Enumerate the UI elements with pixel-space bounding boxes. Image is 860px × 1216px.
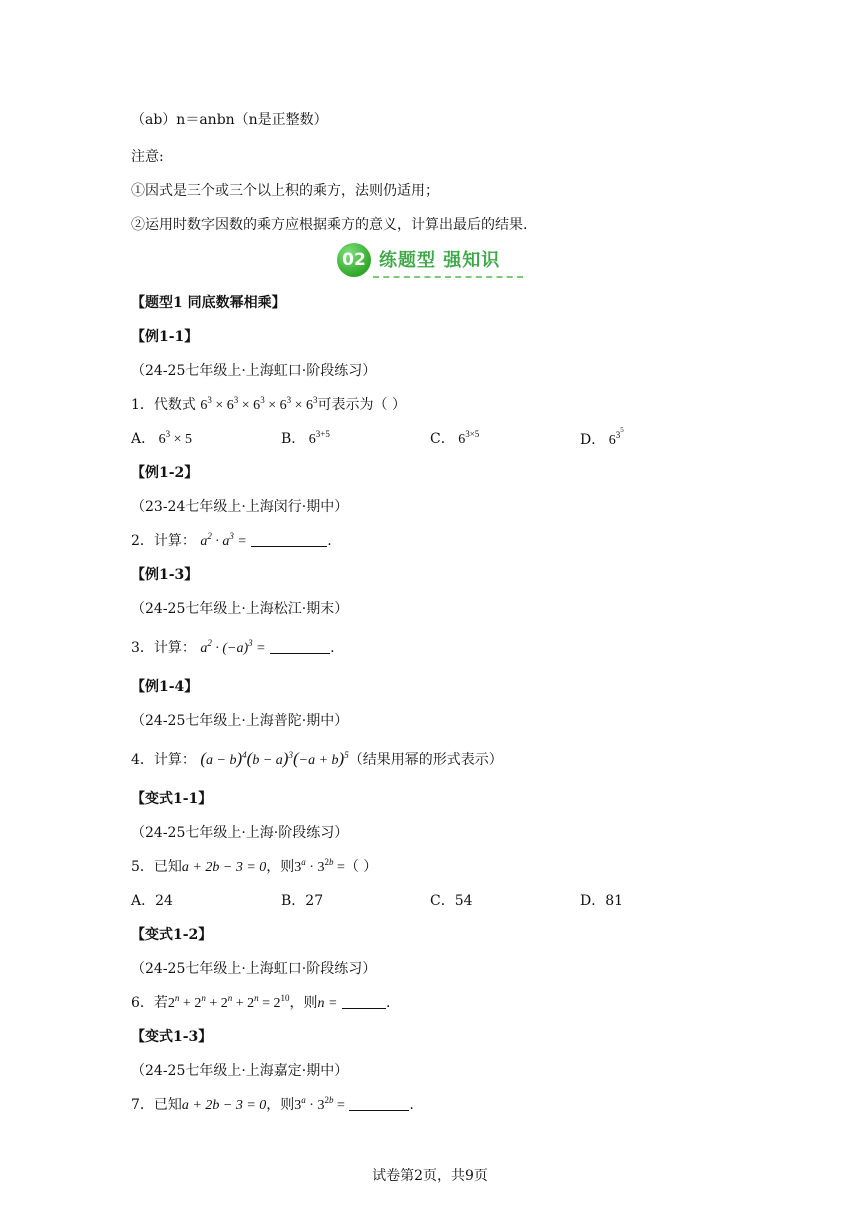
product-power-rule: （ab）n＝anbn（n是正整数） [131, 112, 328, 128]
question-text: 已知 [153, 859, 182, 875]
option-d[interactable]: D． $6^{3^5}$ [580, 426, 624, 448]
question-text: 已知 [153, 1097, 182, 1113]
question-7: 7．已知a + 2b − 3 = 0，则$3^a \cdot 3^{2b}$ = . [131, 1095, 414, 1113]
question-2: 2．计算： $a^2 \cdot a^3$ = . [131, 531, 332, 549]
math-expression: $(a - b)^4(b - a)^3(-a + b)^5$ [200, 749, 349, 768]
math-expression: $3^a \cdot 3^{2b}$ = [294, 857, 345, 875]
answer-blank[interactable] [270, 640, 330, 654]
question-4 [131, 750, 503, 770]
question-1 [131, 396, 406, 415]
question-text: ，则 [289, 995, 318, 1011]
math-expression: a + 2b − 3 = 0 [181, 1098, 267, 1113]
example-label: 【例1-3】 [131, 567, 199, 583]
question-text: 计算： [153, 640, 196, 656]
section-title: 【题型1 同底数幂相乘】 [131, 295, 286, 311]
variant-label: 【变式1-3】 [131, 1029, 213, 1045]
question-text: 计算： [153, 752, 196, 768]
math-expression: $3^a \cdot 3^{2b}$ = [294, 1095, 345, 1113]
question-text: ，则 [266, 859, 295, 875]
math-expression: $a^2 \cdot (-a)^3$ = [200, 638, 266, 656]
answer-blank[interactable] [342, 995, 386, 1009]
page-footer: 试卷第2页，共9页 [372, 1168, 488, 1184]
question-number: 7． [131, 1097, 154, 1113]
question-number: 6． [131, 995, 154, 1011]
option-c[interactable]: C． $6^{3\times 5}$ [430, 429, 480, 447]
option-d[interactable]: D．81 [580, 893, 624, 909]
banner-dashed-underline [373, 276, 523, 278]
math-expression: n = [317, 996, 338, 1011]
section-banner [337, 243, 523, 279]
question-source: （24-25七年级上·上海·阶段练习） [131, 825, 349, 841]
variant-label: 【变式1-2】 [131, 927, 213, 943]
question-number: 4． [131, 752, 154, 768]
math-expression: $a^2 \cdot a^3$ = [200, 531, 247, 549]
variant-label: 【变式1-1】 [131, 791, 213, 807]
question-text: 代数式 [153, 397, 196, 413]
question-source: （24-25七年级上·上海嘉定·期中） [131, 1063, 349, 1079]
question-6: 6．若$2^n + 2^n + 2^n + 2^n = 2^{10}$，则n = . [131, 993, 391, 1011]
question-text: ，则 [266, 1097, 295, 1113]
note-2: ②运用时数字因数的乘方应根据乘方的意义，计算出最后的结果. [131, 217, 528, 233]
question-source: （24-25七年级上·上海虹口·阶段练习） [131, 363, 377, 379]
question-5: 5．已知a + 2b − 3 = 0，则$3^a \cdot 3^{2b}$ =（ ） [131, 857, 378, 875]
question-number: 3． [131, 640, 154, 656]
math-expression: $2^n + 2^n + 2^n + 2^n = 2^{10}$ [167, 993, 290, 1011]
example-label: 【例1-2】 [131, 465, 199, 481]
math-expression: $6^3 \times 6^3 \times 6^3 \times 6^3 \times 6^3$ [200, 395, 318, 413]
question-number: 5． [131, 859, 154, 875]
option-a[interactable]: A． $6^3 \times 5$ [131, 429, 193, 447]
question-text: 若 [153, 995, 168, 1011]
question-3: 3．计算： $a^2 \cdot (-a)^3$ = . [131, 638, 335, 656]
question-text: 可表示为（ ） [317, 397, 406, 413]
example-label: 【例1-1】 [131, 329, 199, 345]
question-text: 计算： [153, 533, 196, 549]
answer-blank[interactable] [251, 533, 327, 547]
question-number: 2． [131, 533, 154, 549]
option-b[interactable]: B．27 [281, 893, 324, 909]
option-c[interactable]: C．54 [430, 893, 473, 909]
note-1: ①因式是三个或三个以上积的乘方，法则仍适用； [131, 183, 439, 199]
question-text: （结果用幂的形式表示） [348, 752, 503, 768]
example-label: 【例1-4】 [131, 679, 199, 695]
question-number: 1． [131, 397, 154, 413]
banner-number-badge: 02 [337, 243, 371, 277]
question-source: （24-25七年级上·上海松江·期末） [131, 601, 349, 617]
banner-text: 练题型 强知识 [379, 250, 501, 271]
question-source: （23-24七年级上·上海闵行·期中） [131, 499, 349, 515]
math-expression: a + 2b − 3 = 0 [181, 860, 267, 875]
note-label: 注意: [131, 149, 164, 165]
question-source: （24-25七年级上·上海普陀·期中） [131, 713, 349, 729]
question-source: （24-25七年级上·上海虹口·阶段练习） [131, 961, 377, 977]
answer-blank[interactable] [349, 1097, 409, 1111]
option-a[interactable]: A．24 [131, 893, 173, 909]
option-b[interactable]: B． $6^{3+5}$ [281, 429, 330, 447]
